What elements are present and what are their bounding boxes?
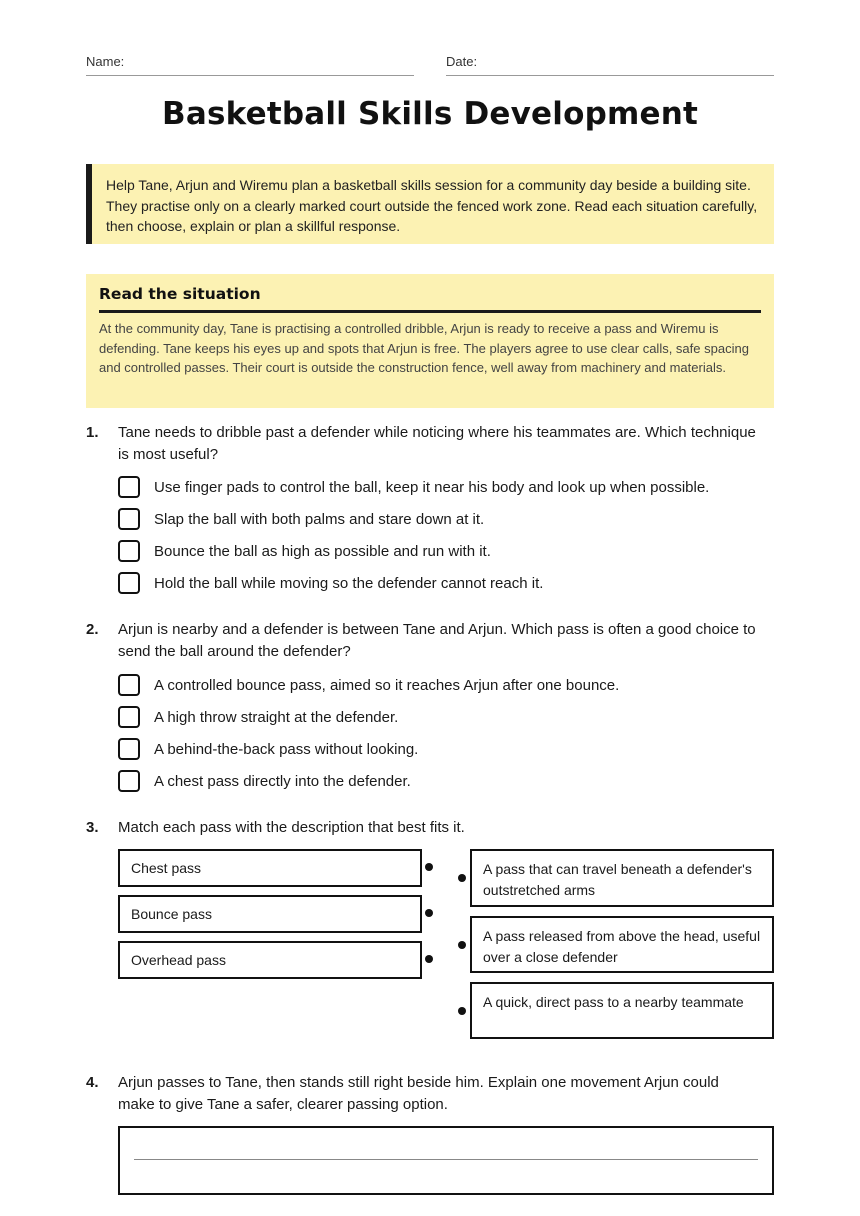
question-4 — [86, 1072, 774, 1122]
question-1 — [86, 422, 774, 602]
checkbox[interactable] — [118, 706, 140, 728]
situation-heading: Read the situation — [99, 285, 761, 313]
option-label: Hold the ball while moving so the defender cannot reach it. — [154, 575, 544, 592]
question-number: 3. — [86, 819, 99, 836]
option-label: Use finger pads to control the ball, keep it near his body and look up when possible. — [154, 479, 710, 496]
header-fields — [86, 54, 774, 76]
name-field[interactable] — [86, 54, 414, 76]
checkbox[interactable] — [118, 508, 140, 530]
question-text: Tane needs to dribble past a defender while noticing where his teammates are. Which technique is most useful? — [118, 424, 756, 463]
question-number: 2. — [86, 621, 99, 638]
match-item-right[interactable]: A quick, direct pass to a nearby teammate — [470, 982, 774, 1039]
answer-line — [134, 1159, 758, 1160]
match-dot-right[interactable] — [458, 941, 466, 949]
intro-callout: Help Tane, Arjun and Wiremu plan a basketball skills session for a community day beside a building site. They practise only on a clearly marked court outside the fenced work zone. Read each situation carefully, then choose, explain or plan a skillful response. — [86, 164, 774, 244]
match-dot-right[interactable] — [458, 1007, 466, 1015]
checkbox[interactable] — [118, 572, 140, 594]
question-number: 4. — [86, 1074, 99, 1091]
situation-text: At the community day, Tane is practising a controlled dribble, Arjun is ready to receive a pass and Wiremu is defending. Tane keeps his eyes up and spots that Arjun is free. The players agree to use clear calls, safe spacing and controlled passes. Their court is outside the construction fence, well away from machinery and materials. — [99, 321, 749, 375]
question-number: 1. — [86, 424, 99, 441]
situation-box — [86, 274, 774, 408]
question-text: Match each pass with the description that best fits it. — [118, 819, 465, 836]
option-label: A behind-the-back pass without looking. — [154, 741, 419, 758]
option-label: Slap the ball with both palms and stare down at it. — [154, 511, 485, 528]
page-title: Basketball Skills Development — [162, 96, 698, 132]
match-dot-right[interactable] — [458, 874, 466, 882]
checkbox[interactable] — [118, 770, 140, 792]
checkbox[interactable] — [118, 540, 140, 562]
question-text: Arjun is nearby and a defender is between Tane and Arjun. Which pass is often a good choice to send the ball around the defender? — [118, 621, 756, 660]
match-dot-left[interactable] — [425, 955, 433, 963]
match-item-right[interactable]: A pass released from above the head, useful over a close defender — [470, 916, 774, 973]
match-dot-left[interactable] — [425, 909, 433, 917]
match-item-left[interactable]: Chest pass — [118, 849, 422, 887]
name-label: Name: — [86, 54, 125, 69]
date-label: Date: — [446, 54, 478, 69]
option-label: A controlled bounce pass, aimed so it reaches Arjun after one bounce. — [154, 677, 620, 694]
match-dot-left[interactable] — [425, 863, 433, 871]
date-field[interactable] — [446, 54, 774, 76]
question-text: Arjun passes to Tane, then stands still right beside him. Explain one movement Arjun could make to give Tane a safer, clearer passing option. — [118, 1074, 719, 1113]
match-item-left[interactable]: Bounce pass — [118, 895, 422, 933]
match-item-left[interactable]: Overhead pass — [118, 941, 422, 979]
checkbox[interactable] — [118, 674, 140, 696]
question-2 — [86, 619, 774, 799]
option-label: A chest pass directly into the defender. — [154, 773, 411, 790]
option-label: Bounce the ball as high as possible and run with it. — [154, 543, 491, 560]
match-item-right[interactable]: A pass that can travel beneath a defender's outstretched arms — [470, 849, 774, 907]
written-answer-box[interactable] — [118, 1126, 774, 1195]
question-3 — [86, 817, 774, 1042]
option-label: A high throw straight at the defender. — [154, 709, 399, 726]
checkbox[interactable] — [118, 476, 140, 498]
checkbox[interactable] — [118, 738, 140, 760]
